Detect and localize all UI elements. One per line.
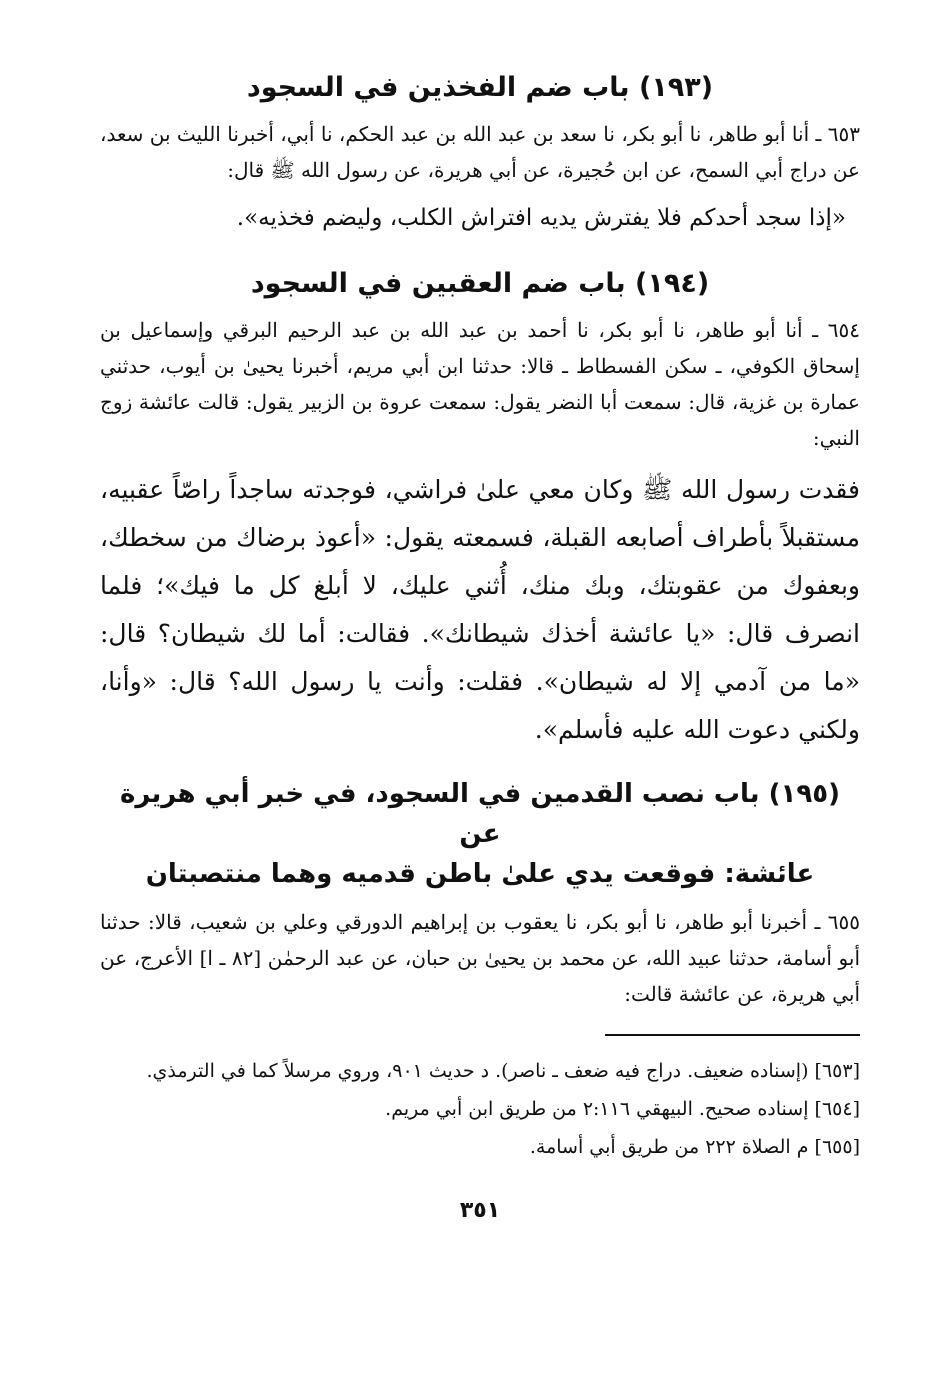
hadith-653-isnad: ٦٥٣ ـ أنا أبو طاهر، نا أبو بكر، نا سعد بن عبد الله بن عبد الحكم، نا أبي، أخبرنا الليث بن سعد، عن دراج أبي السمح، عن ابن حُجيرة، عن أبي هريرة، عن رسول الله ﷺ قال: [100,122,860,182]
chapter-heading-193: (١٩٣) باب ضم الفخذين في السجود [246,72,714,103]
hadith-655-isnad: ٦٥٥ ـ أخبرنا أبو طاهر، نا أبو بكر، نا يعقوب بن إبراهيم الدورقي وعلي بن شعيب، قالا: حدثنا أبو أسامة، حدثنا عبيد الله، عن محمد بن يحيىٰ بن حبان، عن عبد الرحمٰن [٨٢ ـ ا] الأعرج، عن أبي هريرة، عن عائشة قالت: [100,910,860,1006]
chapter-heading-195 [100,774,860,894]
hadith-653-matn: «إذا سجد أحدكم فلا يفترش يديه افتراش الكلب، وليضم فخذيه». [236,205,846,231]
book-page [100,70,860,1223]
footnote-divider [605,1034,860,1036]
hadith-654-isnad: ٦٥٤ ـ أنا أبو طاهر، نا أبو بكر، نا أحمد بن عبد الله بن عبد الرحيم البرقي وإسماعيل بن إسحاق الكوفي، ـ سكن الفسطاط ـ قالا: حدثنا ابن أبي مريم، أخبرنا يحيىٰ بن أيوب، حدثني عمارة بن غزية، قال: سمعت أبا النضر يقول: سمعت عروة بن الزبير يقول: قالت عائشة زوج النبي: [100,318,860,450]
footnote-655: [٦٥٥] م الصلاة ٢٢٢ من طريق أبي أسامة. [529,1136,860,1158]
chapter-heading-195-line1: (١٩٥) باب نصب القدمين في السجود، في خبر أبي هريرة عن [120,779,840,849]
footnote-653: [٦٥٣] (إسناده ضعيف. دراج فيه ضعف ـ ناصر). د حديث ٩٠١، وروي مرسلاً كما في الترمذي. [146,1060,860,1082]
chapter-heading-194: (١٩٤) باب ضم العقبين في السجود [250,268,710,299]
hadith-654-matn: فقدت رسول الله ﷺ وكان معي علىٰ فراشي، فوجدته ساجداً راصّاً عقبيه، مستقبلاً بأطراف أصابعه القبلة، فسمعته يقول: «أعوذ برضاك من سخطك، وبعفوك من عقوبتك، وبك منك، أُثني عليك، لا أبلغ كل ما فيك»؛ فلما انصرف قال: «يا عائشة أخذك شيطانك». فقالت: أما لك شيطان؟ قال: «ما من آدمي إلا له شيطان». فقلت: وأنت يا رسول الله؟ قال: «وأنا، ولكني دعوت الله عليه فأسلم». [100,475,860,744]
footnote-654: [٦٥٤] إسناده صحيح. البيهقي ٢:١١٦ من طريق ابن أبي مريم. [385,1098,860,1120]
chapter-heading-195-line2: عائشة: فوقعت يدي علىٰ باطن قدميه وهما منتصبتان [145,859,815,889]
page-number: ٣٥١ [459,1198,501,1223]
